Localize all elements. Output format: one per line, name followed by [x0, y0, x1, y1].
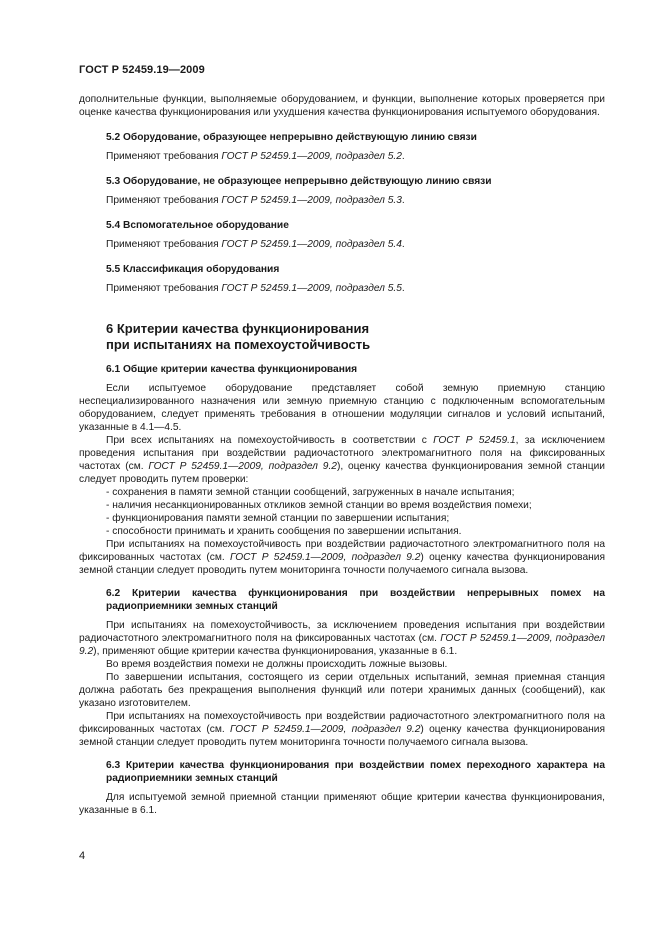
- s63-paragraph-1: Для испытуемой земной приемной станции применяют общие критерии качества функционирования, указанные в 6.1.: [79, 792, 605, 816]
- subsection-5-3-text: Применяют требования ГОСТ Р 52459.1—2009, подраздел 5.3.: [106, 195, 405, 206]
- subsection-6-3-title: 6.3 Критерии качества функционирования при воздействии помех переходного характера на радиоприемники земных станций: [106, 760, 605, 784]
- subsection-5-2-title: 5.2 Оборудование, образующее непрерывно действующую линию связи: [106, 132, 477, 143]
- s61-paragraph-2: При всех испытаниях на помехоустойчивость в соответствии с ГОСТ Р 52459.1, за исключением проведения испытания при воздействии радиочастотного электромагнитного поля на фиксированных частотах (см. ГОСТ Р 52459.1—2009, подраздел 9.2), оценку качества функционирования земной станции следует проводить путем проверки:: [79, 435, 605, 485]
- subsection-5-5-text: Применяют требования ГОСТ Р 52459.1—2009, подраздел 5.5.: [106, 283, 405, 294]
- s62-paragraph-4: При испытаниях на помехоустойчивость при воздействии радиочастотного электромагнитного поля на фиксированных частотах (см. ГОСТ Р 52459.1—2009, подраздел 9.2) оценку качества функционирования земной станции следует проводить путем мониторинга точности получаемого сигнала вызова.: [79, 711, 605, 748]
- section-6-title: 6 Критерии качества функционирования при испытаниях на помехоустойчивость: [106, 321, 371, 352]
- subsection-5-3-title: 5.3 Оборудование, не образующее непрерывно действующую линию связи: [106, 176, 492, 187]
- page-number: 4: [79, 850, 86, 862]
- subsection-5-5-title: 5.5 Классификация оборудования: [106, 264, 280, 275]
- page-content: [79, 93, 605, 817]
- subsection-6-1-title: 6.1 Общие критерии качества функционирования: [106, 364, 358, 375]
- s62-paragraph-3: По завершении испытания, состоящего из серии отдельных испытаний, земная приемная станция должна работать без прекращения выполнения функций или потери хранимых данных (сообщений), как указано изготовителем.: [79, 672, 605, 709]
- subsection-5-4-text: Применяют требования ГОСТ Р 52459.1—2009, подраздел 5.4.: [106, 239, 405, 250]
- document-header: ГОСТ Р 52459.19—2009: [79, 64, 205, 76]
- s62-paragraph-1: При испытаниях на помехоустойчивость, за исключением проведения испытания при воздействии радиочастотного электромагнитного поля на фиксированных частотах (см. ГОСТ Р 52459.1—2009, подраздел 9.2), применяют общие критерии качества функционирования, указанные в 6.1.: [79, 620, 605, 657]
- list-item: - функционирования памяти земной станции по завершении испытания;: [106, 513, 450, 524]
- list-item: - сохранения в памяти земной станции сообщений, загруженных в начале испытания;: [106, 487, 515, 498]
- s62-paragraph-2: Во время воздействия помехи не должны происходить ложные вызовы.: [106, 659, 448, 670]
- subsection-6-2-title: 6.2 Критерии качества функционирования при воздействии непрерывных помех на радиоприемники земных станций: [106, 588, 605, 612]
- list-item: - способности принимать и хранить сообщения по завершении испытания.: [106, 526, 462, 537]
- list-item: - наличия несанкционированных откликов земной станции во время воздействия помехи;: [106, 500, 532, 511]
- subsection-5-4-title: 5.4 Вспомогательное оборудование: [106, 220, 289, 231]
- subsection-5-2-text: Применяют требования ГОСТ Р 52459.1—2009, подраздел 5.2.: [106, 151, 405, 162]
- intro-paragraph: дополнительные функции, выполняемые оборудованием, и функции, выполнение которых проверяется при оценке качества функционирования или ухудшения качества функционирования испытуемого оборудования.: [79, 94, 605, 118]
- s61-paragraph-1: Если испытуемое оборудование представляет собой земную приемную станцию неспециализированного назначения или земную приемную станцию с подключенным вспомогательным оборудованием, следует применять требования в отношении модуляции сигналов и условий испытаний, указанные в 4.1—4.5.: [79, 383, 605, 433]
- s61-paragraph-3: При испытаниях на помехоустойчивость при воздействии радиочастотного электромагнитного поля на фиксированных частотах (см. ГОСТ Р 52459.1—2009, подраздел 9.2) оценку качества функционирования земной станции следует проводить путем мониторинга точности получаемого сигнала вызова.: [79, 539, 605, 576]
